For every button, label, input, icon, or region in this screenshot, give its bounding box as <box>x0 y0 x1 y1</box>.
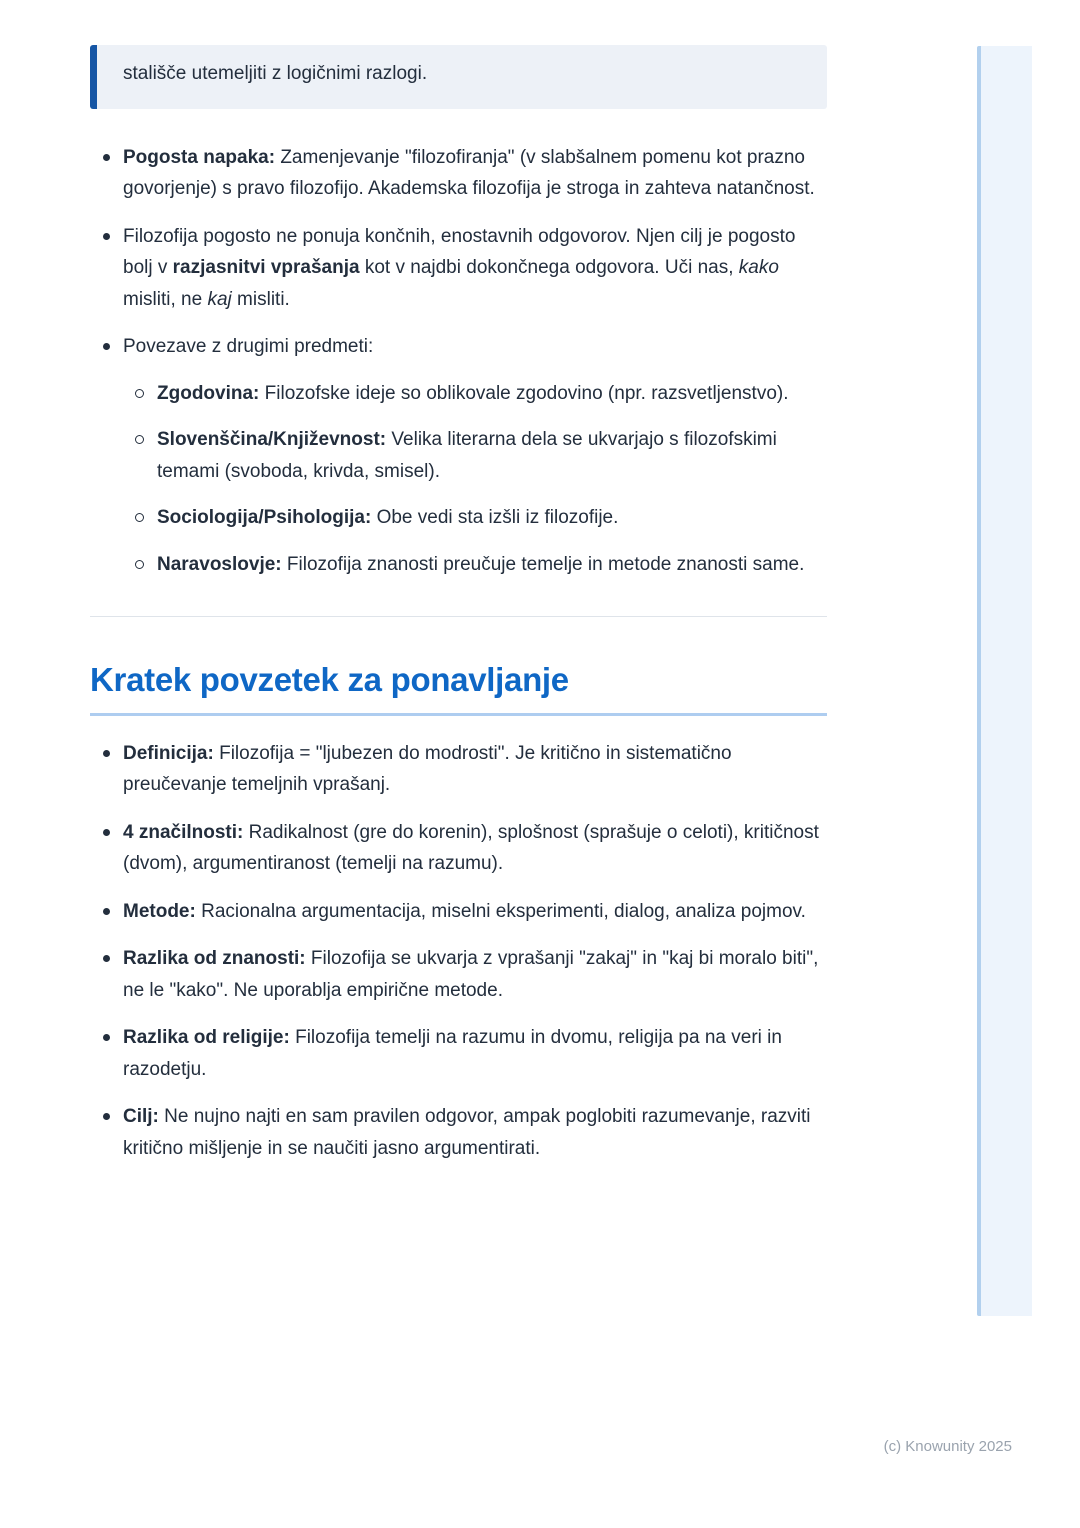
section-heading: Kratek povzetek za ponavljanje <box>90 659 827 716</box>
page-content <box>90 45 827 1180</box>
copyright-notice: (c) Knowunity 2025 <box>883 1438 1012 1455</box>
list-item: Naravoslovje: Filozofija znanosti preučuje temelje in metode znanosti same. <box>123 549 827 581</box>
page-edge-bar <box>977 46 1032 1316</box>
quote-text: stališče utemeljiti z logičnimi razlogi. <box>123 63 428 84</box>
notes-list <box>90 142 827 581</box>
list-item: Metode: Racionalna argumentacija, miselni eksperimenti, dialog, analiza pojmov. <box>90 896 827 928</box>
section-divider <box>90 616 827 617</box>
list-item: 4 značilnosti: Radikalnost (gre do korenin), splošnost (sprašuje o celoti), kritičnost (dvom), argumentiranost (temelji na razumu). <box>90 817 827 880</box>
list-item: Sociologija/Psihologija: Obe vedi sta izšli iz filozofije. <box>123 502 827 534</box>
list-item: Razlika od religije: Filozofija temelji na razumu in dvomu, religija pa na veri in razodetju. <box>90 1022 827 1085</box>
list-item <box>90 331 827 580</box>
callout-blockquote <box>90 45 827 109</box>
list-item: Pogosta napaka: Zamenjevanje "filozofiranja" (v slabšalnem pomenu kot prazno govorjenje) s pravo filozofijo. Akademska filozofija je stroga in zahteva natančnost. <box>90 142 827 205</box>
related-subjects-sublist <box>123 378 827 581</box>
list-item: Slovenščina/Književnost: Velika literarna dela se ukvarjajo s filozofskimi temami (svoboda, krivda, smisel). <box>123 424 827 487</box>
list-item: Razlika od znanosti: Filozofija se ukvarja z vprašanji "zakaj" in "kaj bi moralo biti", ne le "kako". Ne uporablja empirične metode. <box>90 943 827 1006</box>
list-item: Definicija: Filozofija = "ljubezen do modrosti". Je kritično in sistematično preučevanje temeljnih vprašanj. <box>90 738 827 801</box>
summary-list <box>90 738 827 1165</box>
list-item: Filozofija pogosto ne ponuja končnih, enostavnih odgovorov. Njen cilj je pogosto bolj v razjasnitvi vprašanja kot v najdbi dokončnega odgovora. Uči nas, kako misliti, ne kaj misliti. <box>90 221 827 316</box>
list-item: Zgodovina: Filozofske ideje so oblikovale zgodovino (npr. razsvetljenstvo). <box>123 378 827 410</box>
list-item-text: Povezave z drugimi predmeti: <box>123 336 374 357</box>
list-item: Cilj: Ne nujno najti en sam pravilen odgovor, ampak poglobiti razumevanje, razviti kritično mišljenje in se naučiti jasno argumentirati. <box>90 1101 827 1164</box>
